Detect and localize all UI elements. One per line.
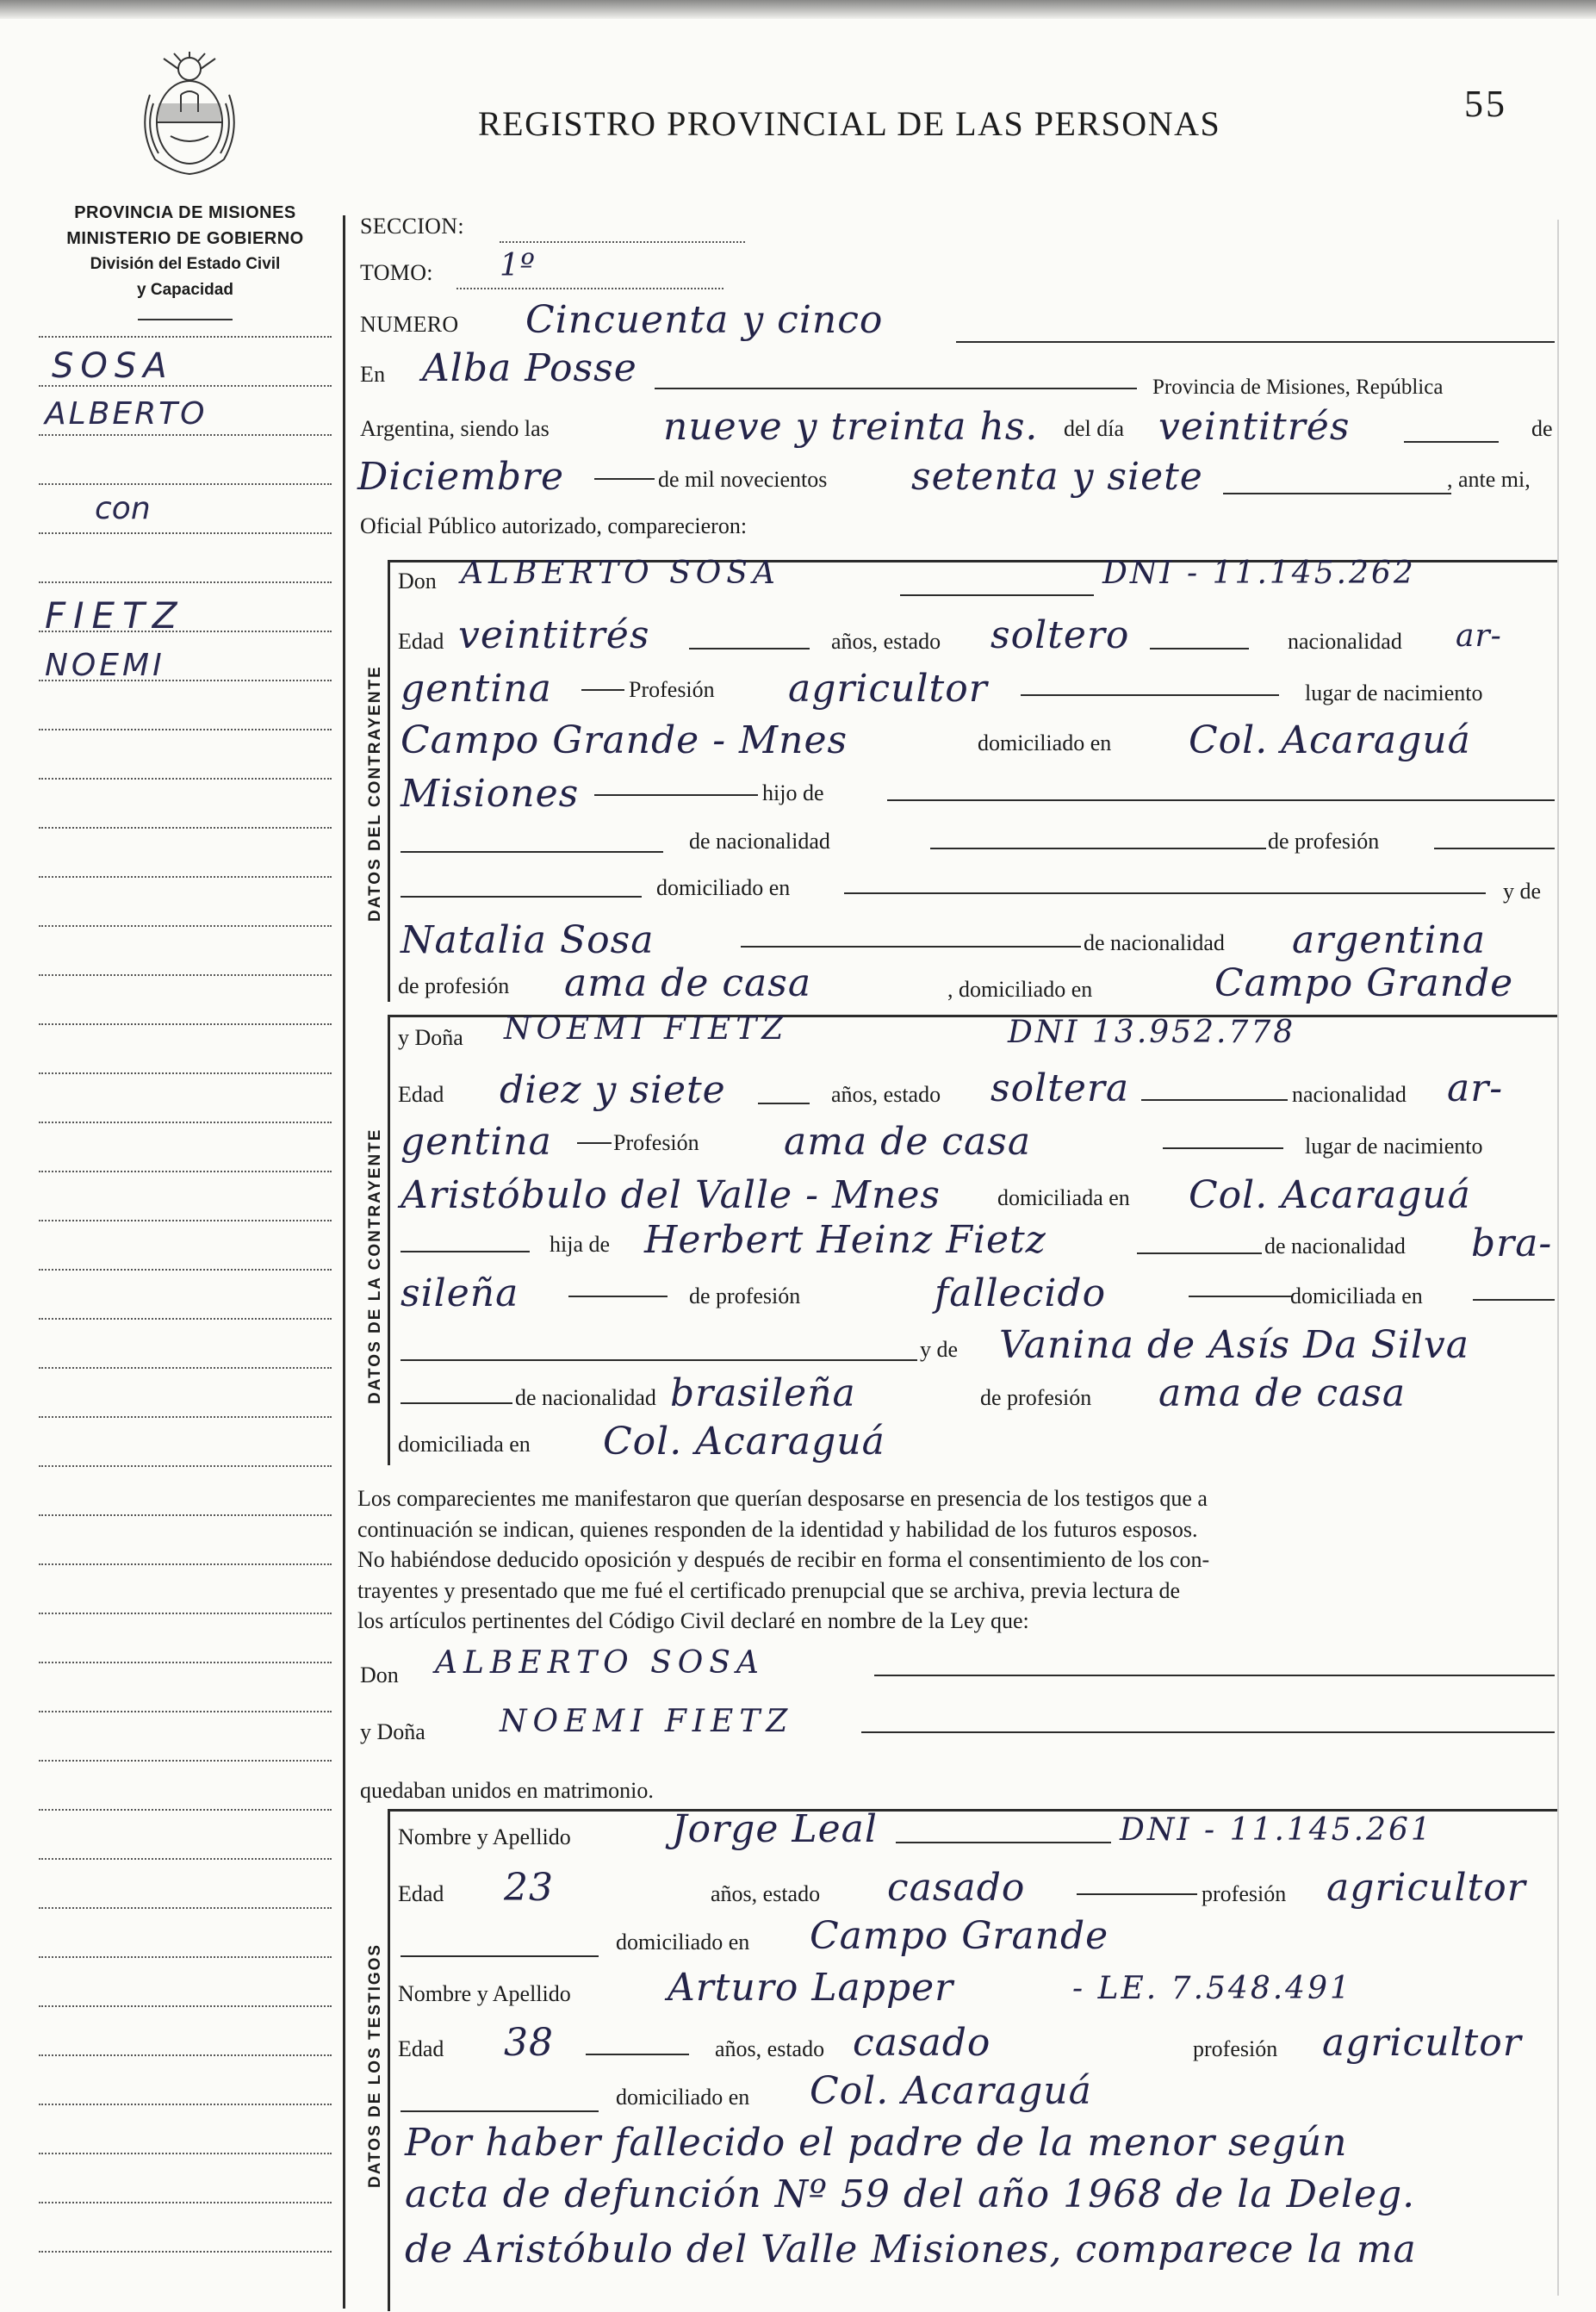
margin-note-surname2: FIETZ bbox=[45, 594, 185, 637]
padre2-prof-rule bbox=[1189, 1296, 1292, 1297]
lugar-nac-value: Campo Grande - Mnes bbox=[401, 718, 848, 762]
madre-value: Natalia Sosa bbox=[401, 918, 655, 962]
t1-dni-value: DNI - 11.145.261 bbox=[1120, 1812, 1433, 1848]
t2-profesion-value: agricultor bbox=[1322, 2021, 1522, 2065]
margin-ruled-line bbox=[39, 1907, 332, 1909]
declaration-line: trayentes y presentado que me fué el certificado prenupcial que se archiva, previa lectura de bbox=[357, 1577, 1181, 1603]
t2-dom-label: domiciliado en bbox=[616, 2085, 750, 2110]
t1-edad-label: Edad bbox=[398, 1881, 444, 1906]
madre2-nac-label: de nacionalidad bbox=[515, 1385, 656, 1410]
de-label: de bbox=[1531, 416, 1553, 441]
margin-ruled-line bbox=[39, 2251, 332, 2253]
lugar-nac-label: lugar de nacimiento bbox=[1305, 681, 1483, 705]
t1-dom-value: Campo Grande bbox=[810, 1914, 1109, 1958]
madre-prof-value: ama de casa bbox=[564, 961, 812, 1005]
anios-estado2-label: años, estado bbox=[831, 1082, 941, 1107]
t2-estado-label: años, estado bbox=[715, 2036, 825, 2061]
t2-edad-rule bbox=[586, 2054, 689, 2055]
t2-nombre-label: Nombre y Apellido bbox=[398, 1981, 571, 2006]
margin-ruled-line bbox=[39, 1613, 332, 1614]
dia-value: veintitrés bbox=[1158, 405, 1351, 449]
contrayente-section-label: DATOS DEL CONTRAYENTE bbox=[366, 665, 384, 922]
hora-value: nueve y treinta hs. bbox=[663, 405, 1039, 449]
nacionalidad-value-b: gentina bbox=[401, 667, 552, 711]
declaration-line: Los comparecientes me manifestaron que querían desposarse en presencia de los testigos que a bbox=[357, 1486, 1208, 1511]
anio-rule bbox=[1223, 493, 1451, 494]
anio-label: de mil novecientos bbox=[658, 467, 828, 492]
padre-nac-rule-2 bbox=[930, 848, 1266, 849]
margin-ruled-line bbox=[39, 1956, 332, 1958]
hija-de-label: hija de bbox=[550, 1232, 611, 1257]
profesion-rule bbox=[1021, 694, 1279, 696]
margin-ruled-line bbox=[39, 1023, 332, 1025]
nacionalidad2-value-b: gentina bbox=[401, 1120, 552, 1164]
scan-edge bbox=[0, 0, 1596, 19]
dona-label: y Doña bbox=[398, 1025, 463, 1050]
declaration-line: los artículos pertinentes del Código Civil declaré en nombre de la Ley que: bbox=[357, 1608, 1029, 1633]
padre-prof-rule bbox=[1434, 848, 1555, 849]
nota-line-3: de Aristóbulo del Valle Misiones, comparece la ma bbox=[405, 2228, 1417, 2272]
estado-value: soltero bbox=[991, 613, 1130, 657]
padre2-nac-value-a: bra- bbox=[1471, 1221, 1553, 1265]
decl-dona-rule bbox=[861, 1731, 1555, 1733]
madre2-dom-label: domiciliada en bbox=[398, 1432, 531, 1457]
t1-profesion-label: profesión bbox=[1202, 1881, 1287, 1906]
margin-ruled-line bbox=[39, 483, 332, 485]
profesion-value: agricultor bbox=[788, 667, 988, 711]
madre2-nac-value: brasileña bbox=[670, 1371, 856, 1415]
madre-nac-value: argentina bbox=[1292, 918, 1487, 962]
margin-note-conjunction: con bbox=[95, 491, 151, 526]
edad-label: Edad bbox=[398, 629, 444, 654]
nacionalidad2-label: nacionalidad bbox=[1292, 1082, 1407, 1107]
seccion-label: SECCION: bbox=[360, 214, 464, 239]
padre-dom-rule-2 bbox=[844, 892, 1486, 894]
t1-edad-value: 23 bbox=[504, 1866, 554, 1910]
margin-ruled-line bbox=[39, 925, 332, 927]
nacionalidad-label: nacionalidad bbox=[1288, 629, 1402, 654]
margin-ruled-line bbox=[39, 1220, 332, 1221]
margin-ruled-line bbox=[39, 1465, 332, 1467]
hijo-de-rule bbox=[887, 799, 1555, 801]
margin-ruled-line bbox=[39, 581, 332, 583]
t2-profesion-label: profesión bbox=[1193, 2036, 1278, 2061]
t1-estado-label: años, estado bbox=[711, 1881, 821, 1906]
argentina-text: Argentina, siendo las bbox=[360, 416, 550, 441]
de-nacionalidad-label: de nacionalidad bbox=[689, 829, 830, 854]
padre2-value: Herbert Heinz Fietz bbox=[644, 1218, 1046, 1262]
office-province: PROVINCIA DE MISIONES bbox=[74, 203, 296, 222]
madre-prof-label: de profesión bbox=[398, 973, 510, 998]
lugar-nac2-label: lugar de nacimiento bbox=[1305, 1134, 1483, 1159]
decl-don-value: ALBERTO SOSA bbox=[435, 1645, 765, 1681]
domicilio-value-b: Misiones bbox=[401, 772, 580, 816]
hijo-de-label: hijo de bbox=[762, 780, 824, 805]
margin-ruled-line bbox=[39, 2202, 332, 2203]
decl-don-rule bbox=[874, 1675, 1555, 1676]
madre-dom-label: , domiciliado en bbox=[947, 977, 1093, 1002]
t1-estado-value: casado bbox=[887, 1866, 1026, 1910]
t1-profesion-value: agricultor bbox=[1326, 1866, 1526, 1910]
declaration-line: continuación se indican, quienes responden de la identidad y habilidad de los futuros esposos. bbox=[357, 1516, 1198, 1542]
contrayente2-name: NOEMI FIETZ bbox=[504, 1011, 789, 1047]
margin-ruled-line bbox=[39, 2005, 332, 2007]
margin-ruled-line bbox=[39, 2104, 332, 2105]
t2-estado-value: casado bbox=[853, 2021, 991, 2065]
lugar-rule bbox=[655, 388, 1137, 389]
decl-don-label: Don bbox=[360, 1663, 399, 1687]
madre-rule bbox=[741, 946, 1081, 948]
nacionalidad-value-a: ar- bbox=[1456, 618, 1502, 654]
profesion2-rule bbox=[1163, 1147, 1283, 1149]
t2-edad-value: 38 bbox=[504, 2021, 554, 2065]
margin-ruled-line bbox=[39, 876, 332, 878]
madre2-nac-rule bbox=[401, 1402, 512, 1404]
margin-ruled-line bbox=[39, 1269, 332, 1271]
margin-note-name1: ALBERTO bbox=[45, 396, 208, 432]
contrayente2-dni: DNI 13.952.778 bbox=[1008, 1015, 1296, 1050]
edad2-rule bbox=[758, 1103, 810, 1104]
anio-value: setenta y siete bbox=[911, 455, 1203, 499]
padre2-rule bbox=[1137, 1252, 1262, 1254]
margin-ruled-line bbox=[39, 1858, 332, 1860]
contrayente2-section-label: DATOS DE LA CONTRAYENTE bbox=[366, 1128, 384, 1404]
margin-ruled-line bbox=[39, 778, 332, 780]
edad2-label: Edad bbox=[398, 1082, 444, 1107]
numero-value: Cincuenta y cinco bbox=[525, 298, 884, 342]
estado2-value: soltera bbox=[991, 1066, 1130, 1110]
t1-dom-blank bbox=[401, 1955, 599, 1957]
lugar-value: Alba Posse bbox=[422, 346, 637, 390]
anios-estado-label: años, estado bbox=[831, 629, 941, 654]
padre-nac-rule bbox=[401, 851, 663, 853]
estado-rule bbox=[1150, 648, 1249, 649]
nacionalidad2-value-a: ar- bbox=[1447, 1066, 1504, 1110]
profesion2-value: ama de casa bbox=[784, 1120, 1032, 1164]
margin-ruled-line bbox=[39, 1563, 332, 1565]
en-label: En bbox=[360, 362, 386, 387]
margin-ruled-line bbox=[39, 1514, 332, 1516]
margin-ruled-line bbox=[39, 1122, 332, 1123]
t2-dom-value: Col. Acaraguá bbox=[810, 2069, 1092, 2113]
contrayente-name-rule bbox=[900, 594, 1094, 596]
nacionalidad2-rule bbox=[577, 1142, 612, 1144]
margin-divider bbox=[343, 215, 345, 2309]
madre-dom-value: Campo Grande bbox=[1214, 961, 1514, 1005]
margin-ruled-line bbox=[39, 532, 332, 534]
tomo-blank bbox=[456, 288, 723, 289]
padre2-dom-rule bbox=[1473, 1299, 1555, 1301]
madre2-value: Vanina de Asís Da Silva bbox=[999, 1323, 1469, 1367]
t1-nombre-rule bbox=[896, 1842, 1111, 1843]
madre2-dom-blank bbox=[401, 1359, 917, 1361]
office-capacity: y Capacidad bbox=[137, 281, 233, 299]
margin-note-surname1: SOSA bbox=[52, 346, 174, 386]
margin-ruled-line bbox=[39, 1809, 332, 1811]
contrayente-name: ALBERTO SOSA bbox=[461, 556, 780, 591]
page-edge bbox=[1557, 220, 1559, 2296]
padre2-nac-label: de nacionalidad bbox=[1264, 1234, 1406, 1259]
margin-ruled-line bbox=[39, 1760, 332, 1762]
y-de2-label: y de bbox=[920, 1337, 959, 1362]
madre2-prof-value: ama de casa bbox=[1158, 1371, 1407, 1415]
hija-de-rule bbox=[401, 1251, 530, 1252]
padre2-prof-label: de profesión bbox=[689, 1283, 801, 1308]
nota-line-2: acta de defunción Nº 59 del año 1968 de la Deleg. bbox=[405, 2172, 1416, 2216]
nacionalidad-rule bbox=[581, 689, 624, 691]
edad2-value: diez y siete bbox=[500, 1068, 726, 1112]
mes-value: Diciembre bbox=[357, 455, 565, 499]
margin-ruled-line bbox=[39, 2153, 332, 2154]
t1-dom-label: domiciliado en bbox=[616, 1930, 750, 1955]
domiciliado-label: domiciliado en bbox=[978, 730, 1112, 755]
del-dia-label: del día bbox=[1064, 416, 1125, 441]
margin-ruled-line bbox=[39, 1662, 332, 1663]
madre2-dom-value: Col. Acaraguá bbox=[603, 1420, 885, 1464]
tomo-value: 1º bbox=[500, 248, 536, 283]
t1-nombre-value: Jorge Leal bbox=[672, 1807, 878, 1851]
tomo-label: TOMO: bbox=[360, 260, 433, 285]
de-profesion-label: de profesión bbox=[1268, 829, 1380, 854]
numero-rule bbox=[956, 341, 1555, 343]
margin-ruled-line bbox=[39, 1711, 332, 1712]
nota-line-1: Por haber fallecido el padre de la menor según bbox=[405, 2121, 1348, 2165]
profesion2-label: Profesión bbox=[613, 1130, 699, 1155]
contrayente-dni: DNI - 11.145.262 bbox=[1102, 556, 1416, 591]
madre-nac-label: de nacionalidad bbox=[1084, 930, 1225, 955]
margin-ruled-line bbox=[39, 827, 332, 829]
domiciliada-label: domiciliada en bbox=[997, 1185, 1130, 1210]
testigos-section-label: DATOS DE LOS TESTIGOS bbox=[366, 1942, 384, 2188]
margin-ruled-line bbox=[39, 974, 332, 976]
margin-ruled-line bbox=[39, 1072, 332, 1074]
national-coat-of-arms-icon bbox=[129, 52, 250, 181]
page-number: 55 bbox=[1464, 83, 1507, 125]
padre-dom-rule bbox=[401, 896, 642, 898]
edad-rule bbox=[689, 648, 810, 649]
margin-ruled-line bbox=[39, 1416, 332, 1418]
issuing-office bbox=[34, 200, 336, 303]
domiciliado2-label: domiciliado en bbox=[656, 875, 791, 900]
margin-ruled-line bbox=[39, 1318, 332, 1320]
t2-nombre-value: Arturo Lapper bbox=[668, 1966, 954, 2010]
declaration-paragraph bbox=[357, 1483, 1555, 1637]
domicilio-rule bbox=[594, 794, 758, 796]
margin-ruled-line bbox=[39, 336, 332, 338]
domicilio-value-a: Col. Acaraguá bbox=[1189, 718, 1471, 762]
declaration-line: No habiéndose deducido oposición y después de recibir en forma el consentimiento de los con- bbox=[357, 1547, 1210, 1572]
domicilio2-value: Col. Acaraguá bbox=[1189, 1173, 1471, 1217]
t2-edad-label: Edad bbox=[398, 2036, 444, 2061]
padre2-prof-value: fallecido bbox=[935, 1271, 1107, 1315]
t1-nombre-label: Nombre y Apellido bbox=[398, 1824, 571, 1849]
edad-value: veintitrés bbox=[458, 613, 650, 657]
margin-ruled-line bbox=[39, 434, 332, 436]
margin-ruled-line bbox=[39, 729, 332, 730]
t1-estado-rule bbox=[1077, 1893, 1197, 1895]
decl-dona-value: NOEMI FIETZ bbox=[500, 1704, 794, 1739]
decl-dona-label: y Doña bbox=[360, 1719, 425, 1744]
registry-title: REGISTRO PROVINCIAL DE LAS PERSONAS bbox=[478, 104, 1221, 143]
estado2-rule bbox=[1141, 1099, 1288, 1101]
padre2-nac-value-b: sileña bbox=[401, 1271, 519, 1315]
madre2-prof-label: de profesión bbox=[980, 1385, 1092, 1410]
office-divider bbox=[138, 319, 233, 320]
padre2-nac-rule bbox=[568, 1296, 668, 1297]
seccion-blank bbox=[500, 241, 745, 243]
office-division: División del Estado Civil bbox=[90, 255, 281, 273]
margin-ruled-line bbox=[39, 2054, 332, 2056]
dia-rule bbox=[1404, 441, 1499, 443]
y-de-label: y de bbox=[1503, 879, 1542, 904]
margin-ruled-line bbox=[39, 1171, 332, 1172]
margin-ruled-line bbox=[39, 1367, 332, 1369]
t2-dom-blank bbox=[401, 2110, 599, 2112]
numero-label: NUMERO bbox=[360, 312, 459, 337]
oficial-text: Oficial Público autorizado, comparecieron: bbox=[360, 513, 748, 538]
closing-text: quedaban unidos en matrimonio. bbox=[360, 1778, 654, 1803]
provincia-text: Provincia de Misiones, República bbox=[1152, 376, 1444, 399]
office-ministry: MINISTERIO DE GOBIERNO bbox=[66, 229, 304, 248]
mes-rule bbox=[594, 478, 655, 480]
don-label: Don bbox=[398, 569, 437, 594]
profesion-label: Profesión bbox=[629, 677, 715, 702]
lugar-nac2-value: Aristóbulo del Valle - Mnes bbox=[401, 1173, 941, 1217]
margin-note-name2: NOEMI bbox=[45, 648, 165, 683]
padre2-dom-label: domiciliada en bbox=[1290, 1283, 1423, 1308]
t2-dni-value: - LE. 7.548.491 bbox=[1072, 1971, 1352, 2006]
ante-mi-text: , ante mi, bbox=[1447, 467, 1531, 492]
